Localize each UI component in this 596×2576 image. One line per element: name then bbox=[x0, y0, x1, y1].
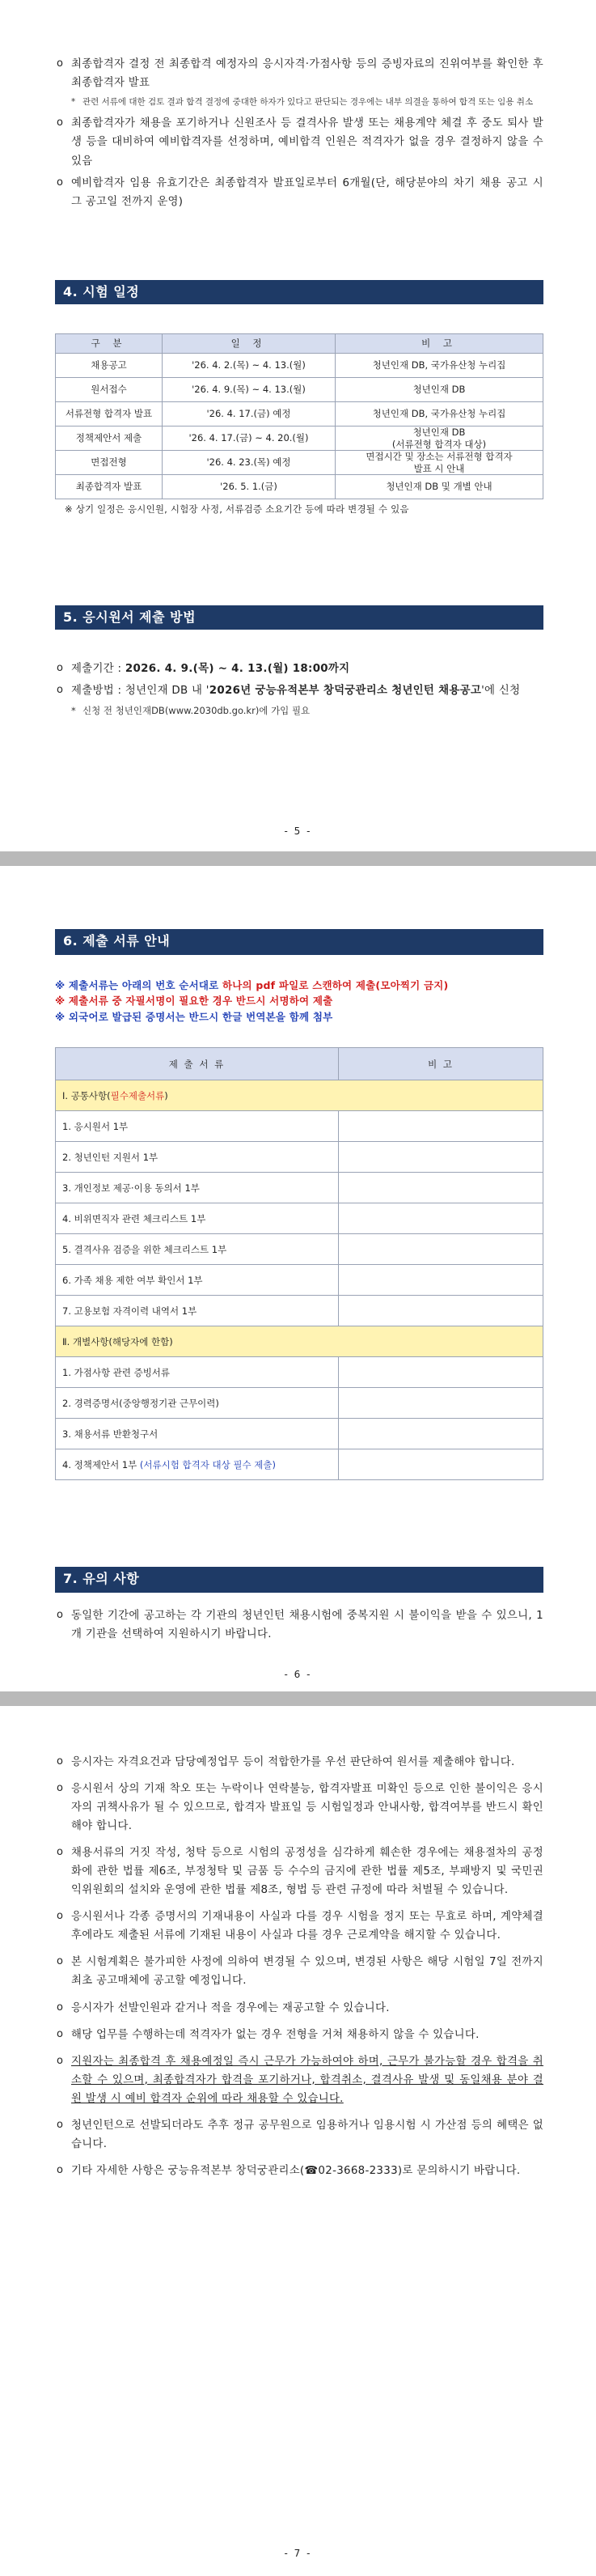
docs-header-note: 비 고 bbox=[339, 1048, 543, 1080]
schedule-header-category: 구 분 bbox=[56, 334, 163, 354]
apply-period-value: 2026. 4. 9.(목) ~ 4. 13.(월) 18:00까지 bbox=[125, 663, 350, 675]
table-row bbox=[56, 1265, 543, 1296]
apply-method-block bbox=[55, 660, 543, 724]
group-common-label bbox=[56, 1080, 543, 1111]
section-6-underline bbox=[55, 953, 543, 955]
schedule-header-date: 일 정 bbox=[163, 334, 336, 354]
schedule-table bbox=[55, 333, 543, 499]
table-row bbox=[56, 1142, 543, 1173]
apply-method-label: 제출방법 : 청년인재 DB 내 ' bbox=[71, 685, 209, 698]
notice-first bbox=[55, 1606, 543, 1647]
warning-pdf-order bbox=[55, 978, 543, 993]
document-page-5 bbox=[0, 0, 596, 851]
document-page-7 bbox=[0, 1706, 596, 2576]
table-row bbox=[56, 1173, 543, 1203]
notice-item: o 응시자가 선발인원과 같거나 적을 경우에는 재공고할 수 있습니다. bbox=[55, 1999, 543, 2018]
warning-signature: ※ 제출서류 중 자필서명이 필요한 경우 반드시 서명하여 제출 bbox=[55, 995, 333, 1008]
warning-pdf-order-text: ※ 제출서류는 아래의 번호 순서대로 bbox=[55, 979, 222, 991]
group-common-prefix: Ⅰ. 공통사항( bbox=[62, 1089, 111, 1101]
doc-item: 4. 비위면직자 관련 체크리스트 1부 bbox=[56, 1203, 339, 1234]
notice-item-underlined: o 지원자는 최종합격 후 채용예정일 즉시 근무가 가능하여야 하며, 근무가 불가능할 경우 합격을 취소할 수 있으며, 최종합격자가 합격을 포기하거나, 합격취소, 결격사유 발생 및 동일채용 분야 결원 발생 시 예비 합격자 순위에 따라 채용할 수 있습니다. bbox=[55, 2052, 543, 2108]
table-row bbox=[56, 1449, 543, 1480]
table-row bbox=[56, 1234, 543, 1265]
doc-note bbox=[339, 1296, 543, 1326]
doc-item: 1. 가점사항 관련 증빙서류 bbox=[56, 1357, 339, 1388]
docs-table-wrap bbox=[55, 1047, 543, 1480]
warning-pdf-order-emphasis: 하나의 pdf 파일로 스캔하여 제출(모아찍기 금지) bbox=[222, 979, 449, 991]
warning-translation: ※ 외국어로 발급된 증명서는 반드시 한글 번역본을 함께 첨부 bbox=[55, 1010, 333, 1023]
schedule-cell: 면접전형 bbox=[56, 451, 163, 475]
doc-note bbox=[339, 1419, 543, 1449]
notice-item: o 채용서류의 거짓 작성, 청탁 등으로 시험의 공정성을 심각하게 훼손한 경우에는 채용절차의 공정화에 관한 법률 제6조, 부정청탁 및 금품 등 수수의 금지에 관한 법률 제5조, 부패방지 및 국민권익위원회의 설치와 운영에 관한 법률 제8조, 형법 등 관련 규정에 따라 처벌될 수 있습니다. bbox=[55, 1844, 543, 1899]
doc-item: 2. 경력증명서(중앙행정기관 근무이력) bbox=[56, 1388, 339, 1419]
doc-item: 3. 채용서류 반환청구서 bbox=[56, 1419, 339, 1449]
doc-note bbox=[339, 1111, 543, 1142]
section-7-header: 7. 유의 사항 bbox=[55, 1567, 543, 1591]
schedule-cell: 청년인재 DB, 국가유산청 누리집 bbox=[336, 354, 543, 378]
doc-note bbox=[339, 1449, 543, 1480]
bullet-apply-method bbox=[55, 681, 543, 700]
doc-note bbox=[339, 1357, 543, 1388]
page-number: - 6 - bbox=[284, 1669, 312, 1680]
notice-item-contact: o 기타 자세한 사항은 궁능유적본부 창덕궁관리소(☎02-3668-2333)로 문의하시기 바랍니다. bbox=[55, 2162, 543, 2180]
bullet-reserve-candidates: o 최종합격자가 채용을 포기하거나 신원조사 등 결격사유 발생 또는 채용계약 체결 후 중도 퇴사 발생 등을 대비하여 예비합격자를 선정하며, 예비합격 인원은 적격자가 없을 경우 결정하지 않을 수 있음 bbox=[55, 114, 543, 170]
table-row bbox=[56, 1357, 543, 1388]
doc-item: 1. 응시원서 1부 bbox=[56, 1111, 339, 1142]
table-row bbox=[56, 451, 543, 475]
table-row bbox=[56, 354, 543, 378]
doc-item: 5. 결격사유 검증을 위한 체크리스트 1부 bbox=[56, 1234, 339, 1265]
table-row bbox=[56, 1203, 543, 1234]
doc-item: 6. 가족 채용 제한 여부 확인서 1부 bbox=[56, 1265, 339, 1296]
table-row bbox=[56, 427, 543, 451]
schedule-cell: 최종합격자 발표 bbox=[56, 475, 163, 499]
table-row bbox=[56, 1111, 543, 1142]
section-6-header: 6. 제출 서류 안내 bbox=[55, 929, 543, 953]
submission-warnings bbox=[55, 978, 543, 1025]
doc-note bbox=[339, 1388, 543, 1419]
schedule-header-note: 비 고 bbox=[336, 334, 543, 354]
group-common-required: 필수제출서류 bbox=[110, 1089, 165, 1101]
doc-item-proposal: 4. 정책제안서 1부 bbox=[62, 1458, 140, 1470]
notice-item: o 응시원서나 각종 증명서의 기재내용이 사실과 다를 경우 시험을 정지 또는 무효로 하며, 계약체결 후에라도 제출된 서류에 기재된 내용이 사실과 다를 경우 근로계약을 해지할 수 있습니다. bbox=[55, 1908, 543, 1945]
schedule-cell: '26. 4. 17.(금) 예정 bbox=[163, 402, 336, 427]
doc-note bbox=[339, 1173, 543, 1203]
note-cancel-appointment: * 관련 서류에 대한 검토 결과 합격 결정에 중대한 하자가 있다고 판단되는 경우에는 내부 의결을 통하여 합격 또는 임용 취소 bbox=[66, 95, 543, 109]
schedule-cell: '26. 4. 17.(금) ~ 4. 20.(월) bbox=[163, 427, 336, 451]
table-row bbox=[56, 1419, 543, 1449]
apply-period-label: 제출기간 : bbox=[71, 663, 125, 675]
doc-item: 3. 개인정보 제공·이용 동의서 1부 bbox=[56, 1173, 339, 1203]
schedule-cell: 면접시간 및 장소는 서류전형 합격자 발표 시 안내 bbox=[336, 451, 543, 475]
bullet-apply-period bbox=[55, 660, 543, 678]
section-4-header: 4. 시험 일정 bbox=[55, 280, 543, 304]
schedule-cell: '26. 4. 9.(목) ~ 4. 13.(월) bbox=[163, 378, 336, 402]
apply-method-value: 2026년 궁능유적본부 창덕궁관리소 청년인턴 채용공고 bbox=[209, 685, 482, 698]
table-row bbox=[56, 378, 543, 402]
group-common-suffix: ) bbox=[164, 1089, 168, 1101]
doc-note bbox=[339, 1203, 543, 1234]
notice-item: o 본 시험계획은 불가피한 사정에 의하여 변경될 수 있으며, 변경된 사항은 해당 시험일 7일 전까지 최초 공고매체에 공고할 예정입니다. bbox=[55, 1953, 543, 1990]
bullet-duplicate-application: o 동일한 기간에 공고하는 각 기관의 청년인턴 채용시험에 중복지원 시 불이익을 받을 수 있으니, 1개 기관을 선택하여 지원하시기 바랍니다. bbox=[55, 1606, 543, 1644]
doc-item: 7. 고용보험 자격이력 내역서 1부 bbox=[56, 1296, 339, 1326]
table-row bbox=[56, 1296, 543, 1326]
section-5-header: 5. 응시원서 제출 방법 bbox=[55, 605, 543, 630]
schedule-cell: '26. 5. 1.(금) bbox=[163, 475, 336, 499]
schedule-cell: 채용공고 bbox=[56, 354, 163, 378]
notices-list bbox=[55, 1753, 543, 2188]
table-row-group-individual bbox=[56, 1326, 543, 1357]
page5-top-bullets bbox=[55, 55, 543, 214]
doc-note bbox=[339, 1234, 543, 1265]
schedule-cell: 청년인재 DB bbox=[336, 378, 543, 402]
schedule-table-wrap bbox=[55, 333, 543, 516]
schedule-cell: 정책제안서 제출 bbox=[56, 427, 163, 451]
notice-item: o 청년인턴으로 선발되더라도 추후 정규 공무원으로 임용하거나 임용시험 시 가산점 등의 혜택은 없습니다. bbox=[55, 2116, 543, 2154]
page-number: - 5 - bbox=[284, 825, 312, 837]
page-number: - 7 - bbox=[284, 2548, 312, 2559]
schedule-cell: 청년인재 DB (서류전형 합격자 대상) bbox=[336, 427, 543, 451]
group-individual-label: Ⅱ. 개별사항(해당자에 한함) bbox=[56, 1326, 543, 1357]
doc-item bbox=[56, 1449, 339, 1480]
docs-header-documents: 제 출 서 류 bbox=[56, 1048, 339, 1080]
apply-note: * 신청 전 청년인재DB(www.2030db.go.kr)에 가입 필요 bbox=[66, 703, 543, 719]
doc-item-proposal-note: (서류시험 합격자 대상 필수 제출) bbox=[139, 1458, 276, 1470]
bullet-final-verification: o 최종합격자 결정 전 최종합격 예정자의 응시자격·가점사항 등의 증빙자료의 진위여부를 확인한 후 최종합격자 발표 bbox=[55, 55, 543, 92]
notice-item: o 해당 업무를 수행하는데 적격자가 없는 경우 전형을 거쳐 채용하지 않을 수 있습니다. bbox=[55, 2026, 543, 2044]
doc-item: 2. 청년인턴 지원서 1부 bbox=[56, 1142, 339, 1173]
table-row-group-common bbox=[56, 1080, 543, 1111]
bullet-reserve-validity: o 예비합격자 임용 유효기간은 최종합격자 발표일로부터 6개월(단, 해당분야의 차기 채용 공고 시 그 공고일 전까지 운영) bbox=[55, 174, 543, 211]
doc-note bbox=[339, 1265, 543, 1296]
table-row bbox=[56, 402, 543, 427]
schedule-cell: 원서접수 bbox=[56, 378, 163, 402]
schedule-cell: 서류전형 합격자 발표 bbox=[56, 402, 163, 427]
schedule-cell: 청년인재 DB, 국가유산청 누리집 bbox=[336, 402, 543, 427]
doc-note bbox=[339, 1142, 543, 1173]
schedule-cell: '26. 4. 23.(목) 예정 bbox=[163, 451, 336, 475]
section-7-underline bbox=[55, 1591, 543, 1593]
document-page-6 bbox=[0, 866, 596, 1691]
table-row bbox=[56, 475, 543, 499]
schedule-cell: '26. 4. 2.(목) ~ 4. 13.(월) bbox=[163, 354, 336, 378]
notice-item: o 응시자는 자격요건과 담당예정업무 등이 적합한가를 우선 판단하여 원서를 제출해야 합니다. bbox=[55, 1753, 543, 1772]
schedule-note: ※ 상기 일정은 응시인원, 시험장 사정, 서류검증 소요기간 등에 따라 변경될 수 있음 bbox=[65, 503, 409, 515]
apply-method-tail: '에 신청 bbox=[481, 685, 521, 698]
notice-item: o 응시원서 상의 기재 착오 또는 누락이나 연락불능, 합격자발표 미확인 등으로 인한 불이익은 응시자의 귀책사유가 될 수 있으므로, 합격자 발표일 등 시험일정과 안내사항, 합격여부를 반드시 확인해야 합니다. bbox=[55, 1780, 543, 1835]
table-row bbox=[56, 1388, 543, 1419]
documents-table bbox=[55, 1047, 543, 1480]
schedule-cell: 청년인재 DB 및 개별 안내 bbox=[336, 475, 543, 499]
